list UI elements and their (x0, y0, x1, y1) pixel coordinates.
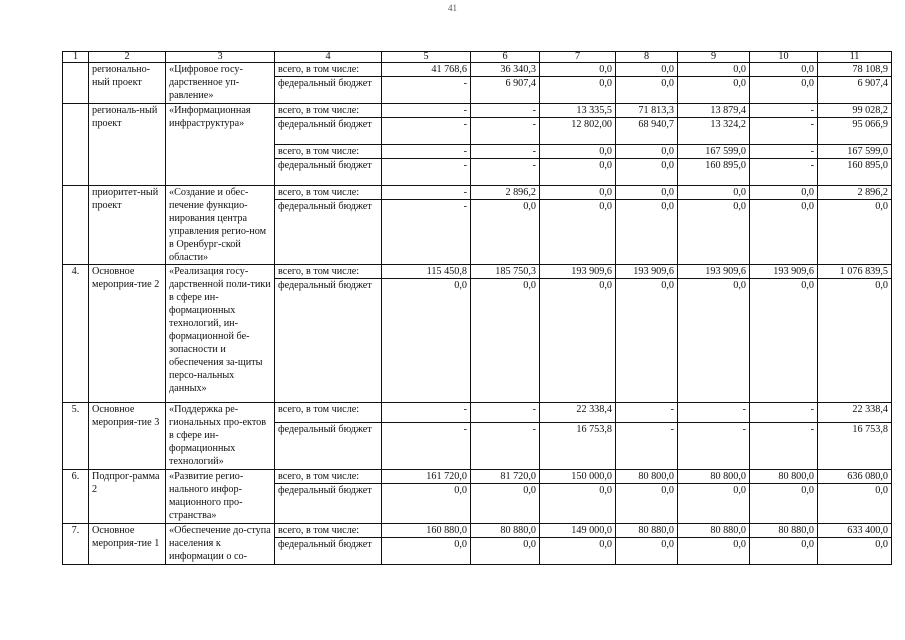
program-name: «Информационная инфраструктура» (166, 104, 275, 186)
program-type: приоритет-ный проект (89, 186, 166, 265)
value-cell: 13 879,4 (678, 104, 750, 118)
table-row (63, 470, 892, 484)
program-name: «Развитие регио-нального инфор-мационного про-странства» (166, 470, 275, 524)
value-cell: 0,0 (616, 186, 678, 200)
value-cell: 161 720,0 (382, 470, 471, 484)
header-cell: 5 (382, 52, 471, 63)
value-cell: - (678, 403, 750, 423)
value-cell: 0,0 (750, 279, 818, 403)
value-cell: 78 108,9 (818, 63, 892, 77)
header-cell: 7 (540, 52, 616, 63)
value-cell: - (750, 145, 818, 159)
program-type: Основное мероприя-тие 1 (89, 524, 166, 565)
header-cell: 10 (750, 52, 818, 63)
value-cell: 41 768,6 (382, 63, 471, 77)
value-cell: 0,0 (818, 484, 892, 524)
value-cell: 80 800,0 (678, 470, 750, 484)
value-cell: 0,0 (616, 77, 678, 104)
value-cell: 0,0 (382, 484, 471, 524)
value-cell: 0,0 (616, 538, 678, 565)
value-cell: 0,0 (382, 279, 471, 403)
value-cell: 0,0 (382, 538, 471, 565)
table-row (63, 265, 892, 279)
value-cell: 68 940,7 (616, 118, 678, 145)
value-cell: 0,0 (471, 484, 540, 524)
table-row (63, 104, 892, 118)
row-number (63, 63, 89, 104)
funding-source: всего, в том числе: (275, 186, 382, 200)
value-cell: - (471, 403, 540, 423)
value-cell: - (382, 423, 471, 470)
value-cell: - (382, 145, 471, 159)
funding-source: федеральный бюджет (275, 423, 382, 470)
budget-table (62, 51, 892, 565)
value-cell: 149 000,0 (540, 524, 616, 538)
table-row (63, 186, 892, 200)
program-name: «Реализация госу-дарственной поли-тики в сфере ин-формационных технологий, ин-формационной бе-зопасности и обеспечения за-щиты персо-нальных данных» (166, 265, 275, 403)
program-name: «Цифровое госу-дарственное уп-равление» (166, 63, 275, 104)
value-cell: - (750, 159, 818, 186)
value-cell: 0,0 (818, 538, 892, 565)
program-type: Основное мероприя-тие 2 (89, 265, 166, 403)
row-number (63, 104, 89, 186)
value-cell: 22 338,4 (540, 403, 616, 423)
value-cell: 193 909,6 (540, 265, 616, 279)
value-cell: - (382, 186, 471, 200)
header-cell: 1 (63, 52, 89, 63)
funding-source: всего, в том числе: (275, 470, 382, 484)
value-cell: 36 340,3 (471, 63, 540, 77)
value-cell: 16 753,8 (818, 423, 892, 470)
table-row (63, 403, 892, 423)
value-cell: - (382, 104, 471, 118)
value-cell: 160 880,0 (382, 524, 471, 538)
value-cell: 99 028,2 (818, 104, 892, 118)
value-cell: 0,0 (471, 538, 540, 565)
value-cell: 2 896,2 (471, 186, 540, 200)
header-cell: 9 (678, 52, 750, 63)
value-cell: 0,0 (750, 77, 818, 104)
value-cell: 0,0 (616, 63, 678, 77)
value-cell: 0,0 (540, 63, 616, 77)
value-cell: 0,0 (750, 200, 818, 265)
value-cell: 0,0 (678, 200, 750, 265)
value-cell: 80 880,0 (471, 524, 540, 538)
funding-source: федеральный бюджет (275, 484, 382, 524)
funding-source: всего, в том числе: (275, 104, 382, 118)
funding-source: всего, в том числе: (275, 403, 382, 423)
value-cell: - (616, 403, 678, 423)
value-cell: 0,0 (540, 145, 616, 159)
value-cell: 1 076 839,5 (818, 265, 892, 279)
value-cell: 0,0 (750, 63, 818, 77)
value-cell: 0,0 (678, 63, 750, 77)
value-cell: 0,0 (616, 279, 678, 403)
value-cell: 80 880,0 (678, 524, 750, 538)
value-cell: - (471, 423, 540, 470)
header-cell: 8 (616, 52, 678, 63)
value-cell: 0,0 (540, 77, 616, 104)
value-cell: 150 000,0 (540, 470, 616, 484)
program-type: регионально-ный проект (89, 63, 166, 104)
funding-source: всего, в том числе: (275, 63, 382, 77)
value-cell: 80 800,0 (616, 470, 678, 484)
value-cell: 193 909,6 (750, 265, 818, 279)
value-cell: 0,0 (616, 200, 678, 265)
value-cell: 0,0 (540, 279, 616, 403)
value-cell: 0,0 (750, 186, 818, 200)
value-cell: 115 450,8 (382, 265, 471, 279)
header-row (63, 52, 892, 63)
value-cell: - (382, 403, 471, 423)
funding-source: всего, в том числе: (275, 145, 382, 159)
header-cell: 2 (89, 52, 166, 63)
value-cell: 0,0 (616, 159, 678, 186)
program-name: «Обеспечение до-ступа населения к информации о со- (166, 524, 275, 565)
value-cell: 0,0 (616, 484, 678, 524)
funding-source: федеральный бюджет (275, 77, 382, 104)
funding-source: всего, в том числе: (275, 524, 382, 538)
value-cell: - (616, 423, 678, 470)
value-cell: - (382, 200, 471, 265)
value-cell: 0,0 (678, 186, 750, 200)
table-row (63, 63, 892, 77)
value-cell: 81 720,0 (471, 470, 540, 484)
value-cell: 0,0 (540, 538, 616, 565)
program-type: Основное мероприя-тие 3 (89, 403, 166, 470)
value-cell: 13 324,2 (678, 118, 750, 145)
row-number: 5. (63, 403, 89, 470)
value-cell: 6 907,4 (818, 77, 892, 104)
value-cell: 0,0 (678, 484, 750, 524)
header-cell: 6 (471, 52, 540, 63)
value-cell: - (382, 118, 471, 145)
value-cell: 0,0 (678, 77, 750, 104)
value-cell: - (678, 423, 750, 470)
value-cell: 636 080,0 (818, 470, 892, 484)
value-cell: - (471, 159, 540, 186)
funding-source: федеральный бюджет (275, 538, 382, 565)
value-cell: 193 909,6 (616, 265, 678, 279)
funding-source: федеральный бюджет (275, 200, 382, 265)
value-cell: 80 880,0 (750, 524, 818, 538)
header-cell: 3 (166, 52, 275, 63)
value-cell: 95 066,9 (818, 118, 892, 145)
value-cell: 12 802,00 (540, 118, 616, 145)
value-cell: 6 907,4 (471, 77, 540, 104)
value-cell: 0,0 (750, 538, 818, 565)
value-cell: - (471, 118, 540, 145)
row-number (63, 186, 89, 265)
program-name: «Поддержка ре-гиональных про-ектов в сфере ин-формационных технологий» (166, 403, 275, 470)
value-cell: 2 896,2 (818, 186, 892, 200)
funding-source: федеральный бюджет (275, 159, 382, 186)
page-number: 41 (448, 3, 457, 13)
value-cell: 633 400,0 (818, 524, 892, 538)
value-cell: - (750, 423, 818, 470)
value-cell: 193 909,6 (678, 265, 750, 279)
value-cell: 167 599,0 (818, 145, 892, 159)
value-cell: 185 750,3 (471, 265, 540, 279)
program-type: Подпрог-рамма 2 (89, 470, 166, 524)
value-cell: 0,0 (818, 200, 892, 265)
table-row (63, 524, 892, 538)
value-cell: 22 338,4 (818, 403, 892, 423)
value-cell: - (471, 104, 540, 118)
value-cell: 160 895,0 (818, 159, 892, 186)
value-cell: 0,0 (540, 484, 616, 524)
value-cell: 71 813,3 (616, 104, 678, 118)
header-cell: 4 (275, 52, 382, 63)
row-number: 6. (63, 470, 89, 524)
value-cell: 0,0 (471, 200, 540, 265)
value-cell: 160 895,0 (678, 159, 750, 186)
value-cell: 0,0 (678, 538, 750, 565)
value-cell: 0,0 (540, 159, 616, 186)
value-cell: 0,0 (540, 186, 616, 200)
row-number: 7. (63, 524, 89, 565)
value-cell: 0,0 (678, 279, 750, 403)
value-cell: 16 753,8 (540, 423, 616, 470)
value-cell: 167 599,0 (678, 145, 750, 159)
value-cell: - (750, 403, 818, 423)
funding-source: всего, в том числе: (275, 265, 382, 279)
value-cell: 80 800,0 (750, 470, 818, 484)
value-cell: - (382, 159, 471, 186)
value-cell: - (382, 77, 471, 104)
header-cell: 11 (818, 52, 892, 63)
value-cell: 0,0 (471, 279, 540, 403)
funding-source: федеральный бюджет (275, 279, 382, 403)
value-cell: 0,0 (540, 200, 616, 265)
value-cell: 0,0 (750, 484, 818, 524)
value-cell: 0,0 (616, 145, 678, 159)
value-cell: - (750, 118, 818, 145)
value-cell: 80 880,0 (616, 524, 678, 538)
value-cell: - (471, 145, 540, 159)
row-number: 4. (63, 265, 89, 403)
program-name: «Создание и обес-печение функцио-нирования центра управления регио-ном в Оренбург-ской области» (166, 186, 275, 265)
program-type: региональ-ный проект (89, 104, 166, 186)
funding-source: федеральный бюджет (275, 118, 382, 145)
value-cell: 0,0 (818, 279, 892, 403)
value-cell: - (750, 104, 818, 118)
value-cell: 13 335,5 (540, 104, 616, 118)
